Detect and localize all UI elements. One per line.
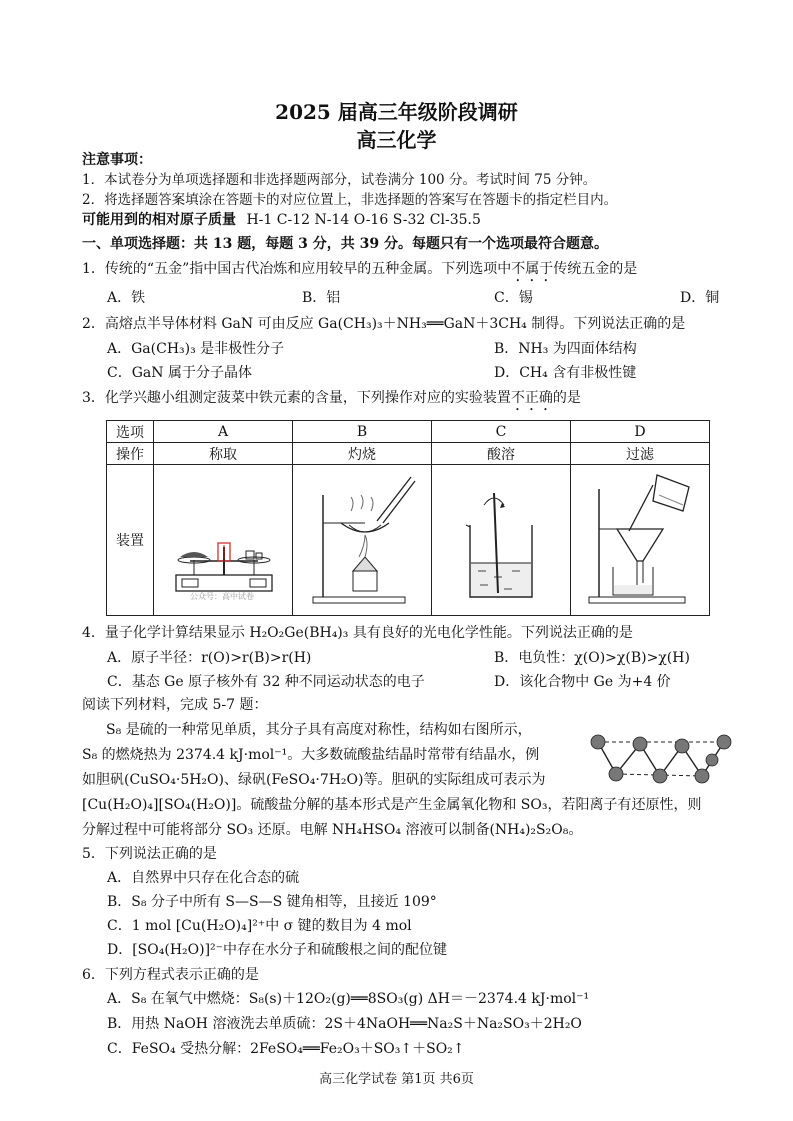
atomic-mass-line [82,212,481,229]
notice-heading: 注意事项： [82,152,152,168]
q3-stem-emphasis: 不正确 [510,390,553,406]
reading-line-3: 如胆矾(CuSO₄·5H₂O)、绿矾(FeSO₄·7H₂O)等。胆矾的实际组成可表示为 [82,772,546,788]
q4-option-a: A．原子半径：r(O)>r(B)>r(H) [107,650,312,666]
row-label-option: 选项 [107,421,154,443]
q5-stem: 5．下列说法正确的是 [82,846,217,862]
q4-option-b: B．电负性：χ(O)>χ(B)>χ(H) [494,650,690,666]
filtration-illustration [571,465,709,611]
q3-stem-b: 的是 [552,390,581,406]
reading-line-4: [Cu(H₂O)₄][SO₄(H₂O)]。硫酸盐分解的基本形式是产生金属氧化物和 SO₃，若阳离子有还原性，则 [82,797,702,813]
row-label-apparatus: 装置 [107,465,154,616]
q4-option-d: D．该化合物中 Ge 为+4 价 [494,674,671,690]
col-header-c: C [432,421,571,443]
col-header-a: A [154,421,293,443]
col-header-b: B [293,421,432,443]
q4-option-c: C．基态 Ge 原子核外有 32 种不同运动状态的电子 [107,674,425,690]
reading-line-5: 分解过程中可能将部分 SO₃ 还原。电解 NH₄HSO₄ 溶液可以制备(NH₄)₂S₂O₈。 [82,822,583,838]
q2-option-d: D．CH₄ 含有非极性键 [494,365,637,381]
section1-heading: 一、单项选择题：共 13 题，每题 3 分，共 39 分。每题只有一个选项最符合题意。 [82,236,608,252]
q5-option-c: C．1 mol [Cu(H₂O)₄]²⁺中 σ 键的数目为 4 mol [107,918,412,934]
table-row [107,421,710,443]
q1-option-b: B．铝 [302,290,341,306]
op-d: 过滤 [571,443,710,465]
notice-item-1: 1．本试卷分为单项选择题和非选择题两部分，试卷满分 100 分。考试时间 75 分钟。 [82,172,597,188]
apparatus-c-cell [432,465,571,616]
atomic-mass-label: 可能用到的相对原子质量 [82,212,236,228]
watermark-text: 公众号：高中试卷 [190,592,254,601]
reading-intro: 阅读下列材料，完成 5-7 题： [82,697,268,713]
atomic-mass-values: H-1 C-12 N-14 O-16 S-32 Cl-35.5 [246,212,481,228]
apparatus-a-cell [154,465,293,616]
q2-option-a: A．Ga(CH₃)₃ 是非极性分子 [107,341,285,357]
col-header-d: D [571,421,710,443]
table-row [107,443,710,465]
q2-option-c: C．GaN 属于分子晶体 [107,365,252,381]
op-a: 称取 [154,443,293,465]
q3-stem-a: 3．化学兴趣小组测定菠菜中铁元素的含量，下列操作对应的实验装置 [82,390,511,406]
page-footer: 高三化学试卷 第1页 共6页 [319,1072,474,1087]
q2-stem: 2．高熔点半导体材料 GaN 可由反应 Ga(CH₃)₃＋NH₃══GaN＋3CH₄ 制得。下列说法正确的是 [82,316,686,332]
q6-option-b: B．用热 NaOH 溶液洗去单质硫：2S＋4NaOH══Na₂S＋Na₂SO₃＋2H₂O [107,1016,582,1032]
op-b: 灼烧 [293,443,432,465]
q1-stem-b: 传统五金的是 [553,261,638,277]
q4-stem: 4．量子化学计算结果显示 H₂O₂Ge(BH₄)₃ 具有良好的光电化学性能。下列说法正确的是 [82,625,633,641]
q5-option-b: B．S₈ 分子中所有 S—S—S 键角相等，且接近 109° [107,894,437,910]
table-row [107,465,710,616]
exam-title-line2: 高三化学 [356,128,437,152]
exam-title-line1: 2025 届高三年级阶段调研 [275,100,518,124]
q1-stem-emphasis: 不属于 [511,261,554,277]
q2-option-b: B．NH₃ 为四面体结构 [494,341,637,357]
crucible-heating-illustration [293,465,431,611]
q6-option-a: A．S₈ 在氧气中燃烧：S₈(s)＋12O₂(g)══8SO₃(g) ΔH＝－2374.4 kJ·mol⁻¹ [107,991,590,1007]
q3-stem [82,390,581,414]
q5-option-a: A．自然界中只存在化合态的硫 [107,870,300,886]
balance-illustration [154,465,292,611]
q6-option-c: C．FeSO₄ 受热分解：2FeSO₄══Fe₂O₃＋SO₃↑＋SO₂↑ [107,1041,465,1057]
q6-stem: 6．下列方程式表示正确的是 [82,967,259,983]
q1-option-c: C．锡 [494,290,533,306]
q1-stem-a: 1．传统的“五金”指中国古代冶炼和应用较早的五种金属。下列选项中 [82,261,512,277]
row-label-operation: 操作 [107,443,154,465]
reading-line-2: S₈ 的燃烧热为 2374.4 kJ·mol⁻¹。大多数硫酸盐结晶时常带有结晶水，例 [82,747,540,763]
q1-option-a: A．铁 [107,290,146,306]
s8-molecule-diagram [588,730,738,792]
notice-item-2: 2．将选择题答案填涂在答题卡的对应位置上，非选择题的答案写在答题卡的指定栏目内。 [82,192,618,208]
q1-stem [82,261,637,285]
op-c: 酸溶 [432,443,571,465]
acid-dissolving-illustration [432,465,570,611]
apparatus-b-cell [293,465,432,616]
q5-option-d: D．[SO₄(H₂O)]²⁻中存在水分子和硫酸根之间的配位键 [107,942,448,958]
apparatus-table [106,420,710,616]
apparatus-d-cell [571,465,710,616]
reading-line-1: S₈ 是硫的一种常见单质，其分子具有高度对称性，结构如右图所示， [106,722,532,738]
q1-option-d: D．铜 [680,290,720,306]
